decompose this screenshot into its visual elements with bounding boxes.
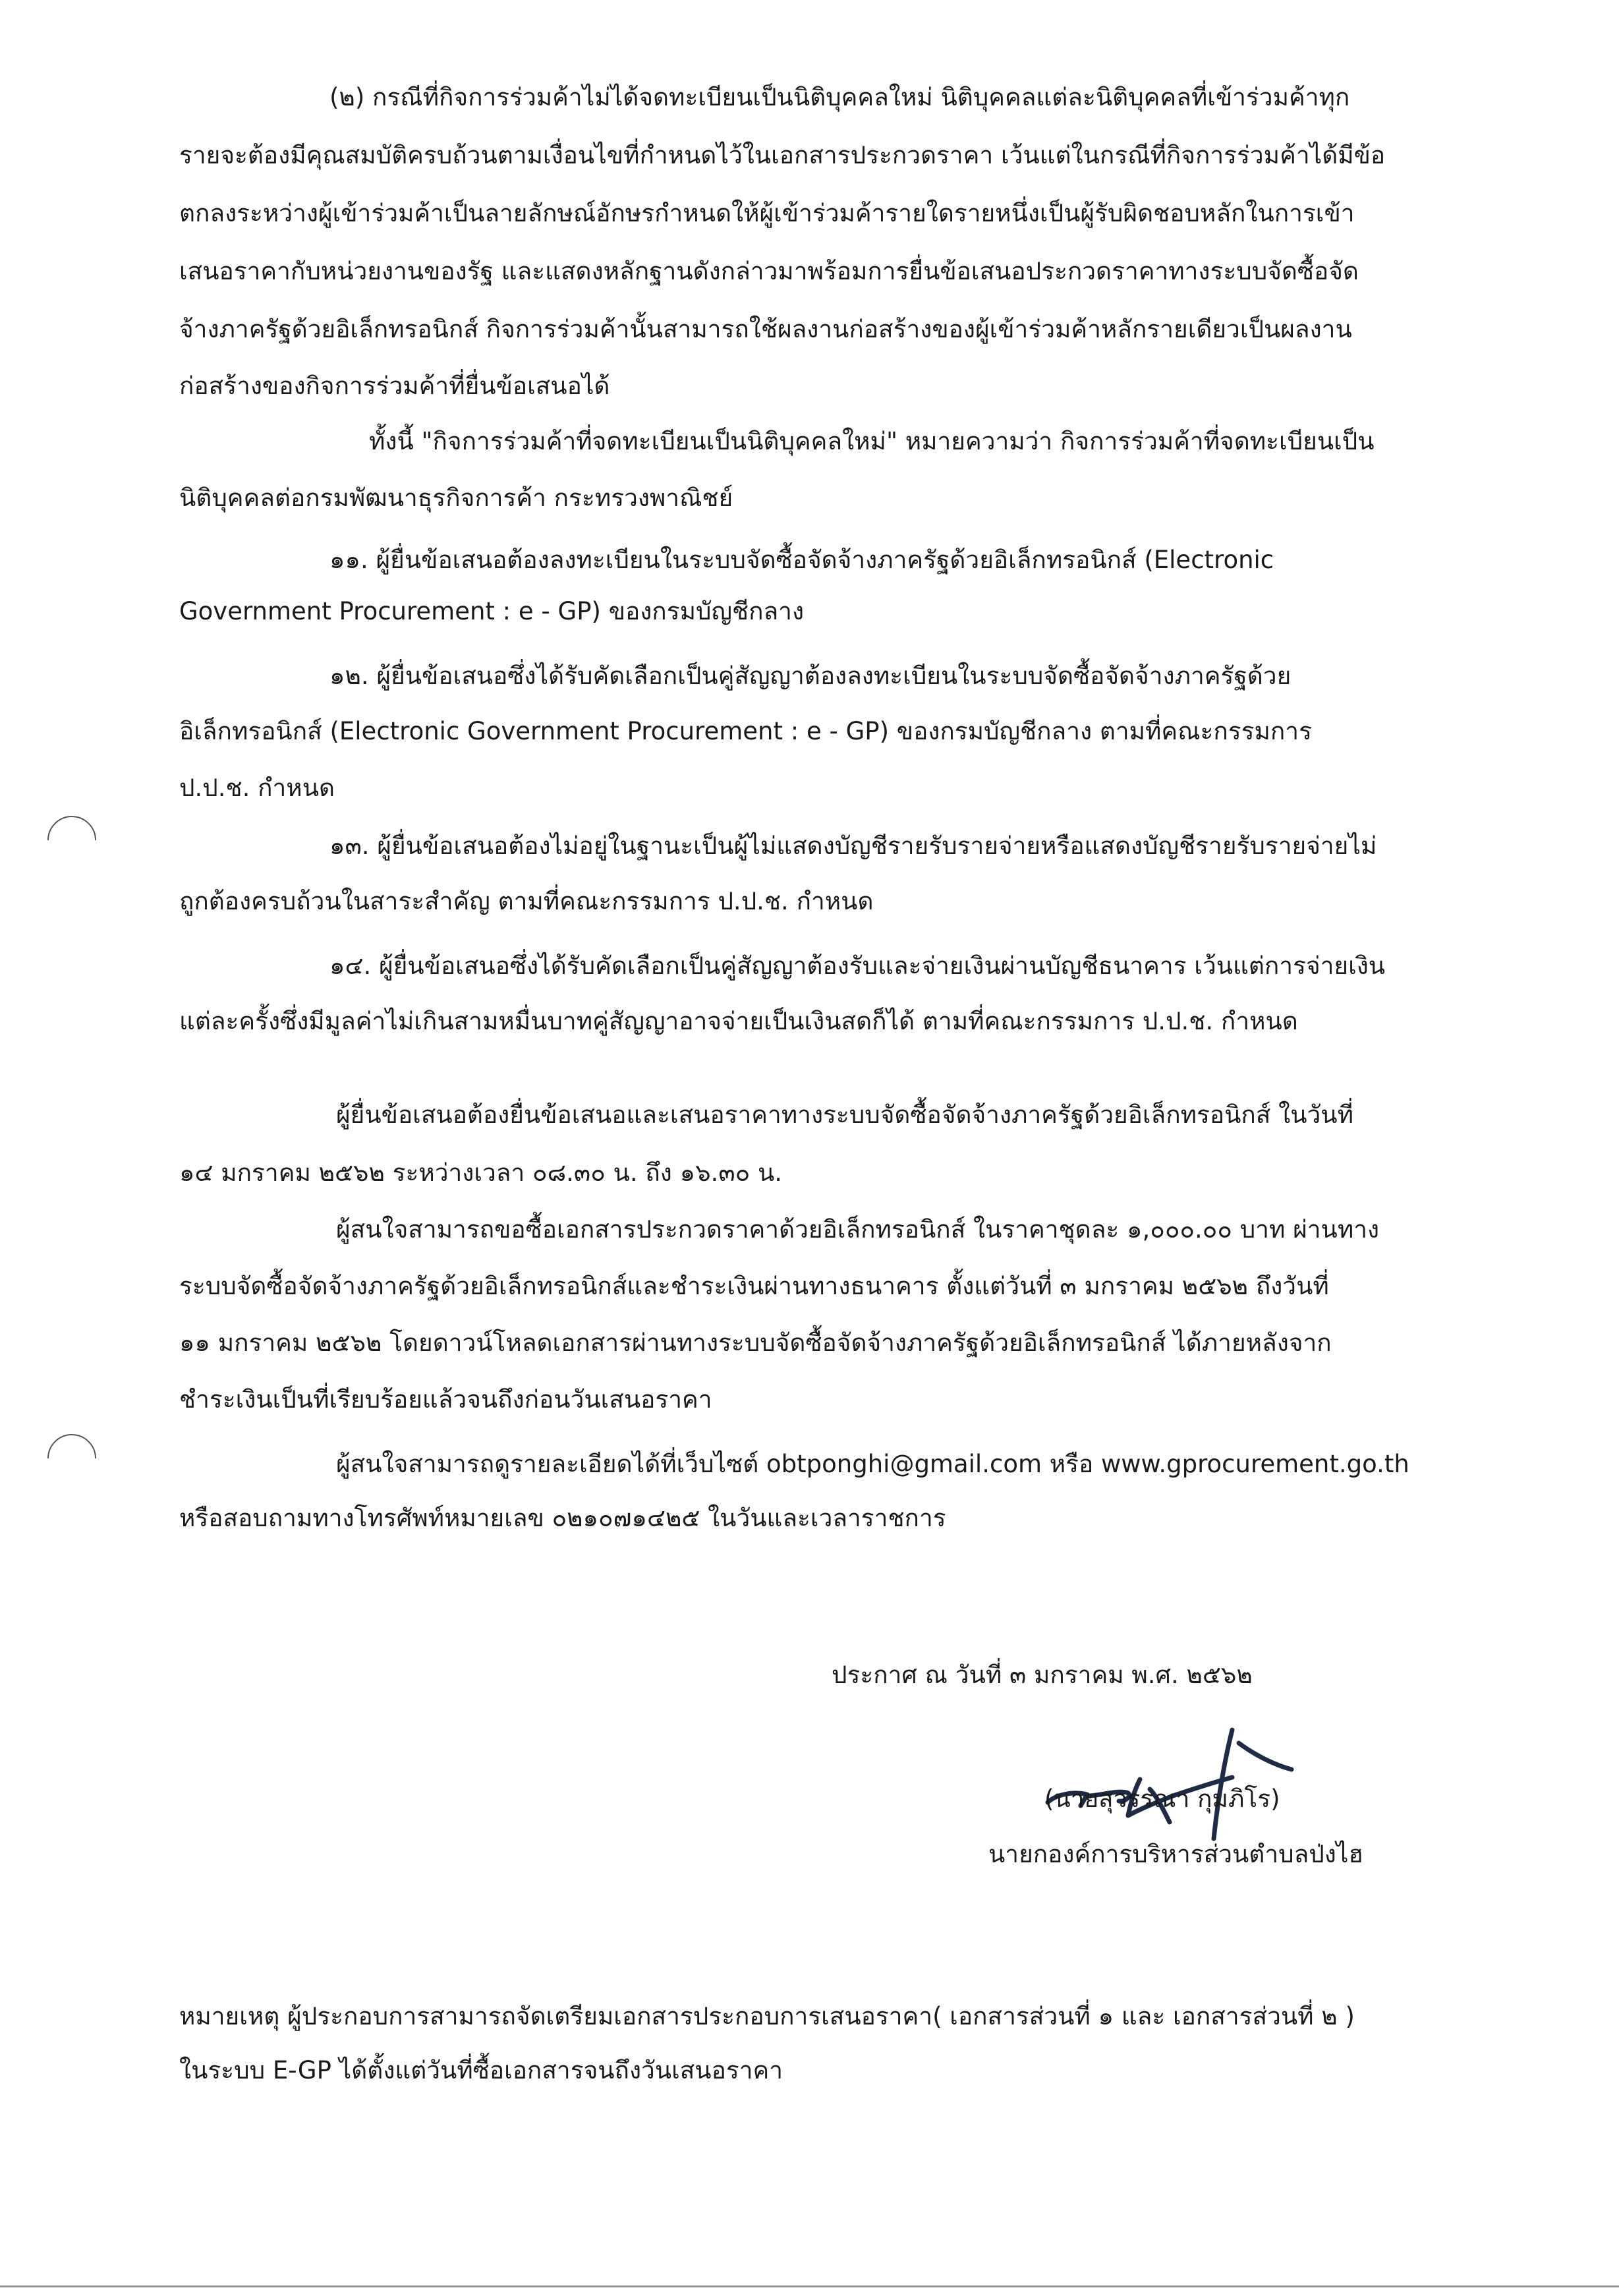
signer-name: (นายสุวรรณา กุมภิโร) [1044, 1785, 1280, 1813]
contact-line-2: หรือสอบถามทางโทรศัพท์หมายเลข ๐๒๑๐๗๑๔๒๕ ในวันและเวลาราชการ [179, 1504, 946, 1532]
item11-line-1: ๑๑. ผู้ยื่นข้อเสนอต้องลงทะเบียนในระบบจัดซื้อจัดจ้างภาครัฐด้วยอิเล็กทรอนิกส์ (Electronic [329, 546, 1274, 574]
item12-line-1: ๑๒. ผู้ยื่นข้อเสนอซึ่งได้รับคัดเลือกเป็นคู่สัญญาต้องลงทะเบียนในระบบจัดซื้อจัดจ้างภาครัฐด้วย [329, 662, 1292, 690]
binder-hole-top [47, 816, 96, 865]
note-line-2: ในระบบ E-GP ได้ตั้งแต่วันที่ซื้อเอกสารจนถึงวันเสนอราคา [179, 2056, 783, 2084]
purchase-line-4: ชำระเงินเป็นที่เรียบร้อยแล้วจนถึงก่อนวันเสนอราคา [179, 1385, 712, 1414]
definition-line-1: ทั้งนี้ "กิจการร่วมค้าที่จดทะเบียนเป็นนิติบุคคลใหม่" หมายความว่า กิจการร่วมค้าที่จดทะเบียนเป็น [369, 427, 1375, 455]
purchase-line-1: ผู้สนใจสามารถขอซื้อเอกสารประกวดราคาด้วยอิเล็กทรอนิกส์ ในราคาชุดละ ๑,๐๐๐.๐๐ บาท ผ่านทาง [336, 1215, 1380, 1244]
item14-line-2: แต่ละครั้งซึ่งมีมูลค่าไม่เกินสามหมื่นบาทคู่สัญญาอาจจ่ายเป็นเงินสดก็ได้ ตามที่คณะกรรมการ ป.ป.ช. กำหนด [179, 1007, 1298, 1035]
para2-line-5: จ้างภาครัฐด้วยอิเล็กทรอนิกส์ กิจการร่วมค้านั้นสามารถใช้ผลงานก่อสร้างของผู้เข้าร่วมค้าหลักรายเดียวเป็นผลงาน [179, 315, 1352, 343]
submission-line-1: ผู้ยื่นข้อเสนอต้องยื่นข้อเสนอและเสนอราคาทางระบบจัดซื้อจัดจ้างภาครัฐด้วยอิเล็กทรอนิกส์ ในวันที่ [336, 1101, 1353, 1129]
scan-bottom-edge [0, 2285, 1619, 2287]
item13-line-2: ถูกต้องครบถ้วนในสาระสำคัญ ตามที่คณะกรรมการ ป.ป.ช. กำหนด [179, 887, 874, 915]
submission-line-2: ๑๔ มกราคม ๒๕๖๒ ระหว่างเวลา ๐๘.๓๐ น. ถึง ๑๖.๓๐ น. [179, 1159, 783, 1187]
announcement-date: ประกาศ ณ วันที่ ๓ มกราคม พ.ศ. ๒๕๖๒ [832, 1661, 1253, 1689]
para2-line-6: ก่อสร้างของกิจการร่วมค้าที่ยื่นข้อเสนอได้ [179, 372, 610, 400]
para2-line-1: (๒) กรณีที่กิจการร่วมค้าไม่ได้จดทะเบียนเป็นนิติบุคคลใหม่ นิติบุคคลแต่ละนิติบุคคลที่เข้าร่วมค้าทุก [329, 83, 1350, 111]
binder-hole-bottom [47, 1434, 96, 1483]
note-line-1: หมายเหตุ ผู้ประกอบการสามารถจัดเตรียมเอกสารประกอบการเสนอราคา( เอกสารส่วนที่ ๑ และ เอกสารส่วนที่ ๒ ) [179, 2002, 1355, 2030]
para2-line-4: เสนอราคากับหน่วยงานของรัฐ และแสดงหลักฐานดังกล่าวมาพร้อมการยื่นข้อเสนอประกวดราคาทางระบบจัดซื้อจัด [179, 257, 1359, 285]
item13-line-1: ๑๓. ผู้ยื่นข้อเสนอต้องไม่อยู่ในฐานะเป็นผู้ไม่แสดงบัญชีรายรับรายจ่ายหรือแสดงบัญชีรายรับรายจ่ายไม่ [329, 832, 1377, 860]
item12-line-2: อิเล็กทรอนิกส์ (Electronic Government Procurement : e - GP) ของกรมบัญชีกลาง ตามที่คณะกรรมการ [179, 717, 1312, 745]
purchase-line-2: ระบบจัดซื้อจัดจ้างภาครัฐด้วยอิเล็กทรอนิกส์และชำระเงินผ่านทางธนาคาร ตั้งแต่วันที่ ๓ มกราคม ๒๕๖๒ ถึงวันที่ [179, 1272, 1329, 1300]
item11-line-2: Government Procurement : e - GP) ของกรมบัญชีกลาง [179, 597, 805, 625]
contact-line-1: ผู้สนใจสามารถดูรายละเอียดได้ที่เว็บไซต์ obtponghi@gmail.com หรือ www.gprocurement.go.th [336, 1450, 1409, 1478]
purchase-line-3: ๑๑ มกราคม ๒๕๖๒ โดยดาวน์โหลดเอกสารผ่านทางระบบจัดซื้อจัดจ้างภาครัฐด้วยอิเล็กทรอนิกส์ ได้ภายหลังจาก [179, 1329, 1332, 1357]
definition-line-2: นิติบุคคลต่อกรมพัฒนาธุรกิจการค้า กระทรวงพาณิชย์ [179, 484, 733, 512]
para2-line-2: รายจะต้องมีคุณสมบัติครบถ้วนตามเงื่อนไขที่กำหนดไว้ในเอกสารประกวดราคา เว้นแต่ในกรณีที่กิจการร่วมค้าได้มีข้อ [179, 141, 1386, 169]
item14-line-1: ๑๔. ผู้ยื่นข้อเสนอซึ่งได้รับคัดเลือกเป็นคู่สัญญาต้องรับและจ่ายเงินผ่านบัญชีธนาคาร เว้นแต่การจ่ายเงิน [329, 952, 1386, 980]
signer-title: นายกองค์การบริหารส่วนตำบลป่งไฮ [988, 1840, 1364, 1868]
item12-line-3: ป.ป.ช. กำหนด [179, 774, 335, 802]
para2-line-3: ตกลงระหว่างผู้เข้าร่วมค้าเป็นลายลักษณ์อักษรกำหนดให้ผู้เข้าร่วมค้ารายใดรายหนึ่งเป็นผู้รับผิดชอบหลักในการเข้า [179, 199, 1355, 227]
